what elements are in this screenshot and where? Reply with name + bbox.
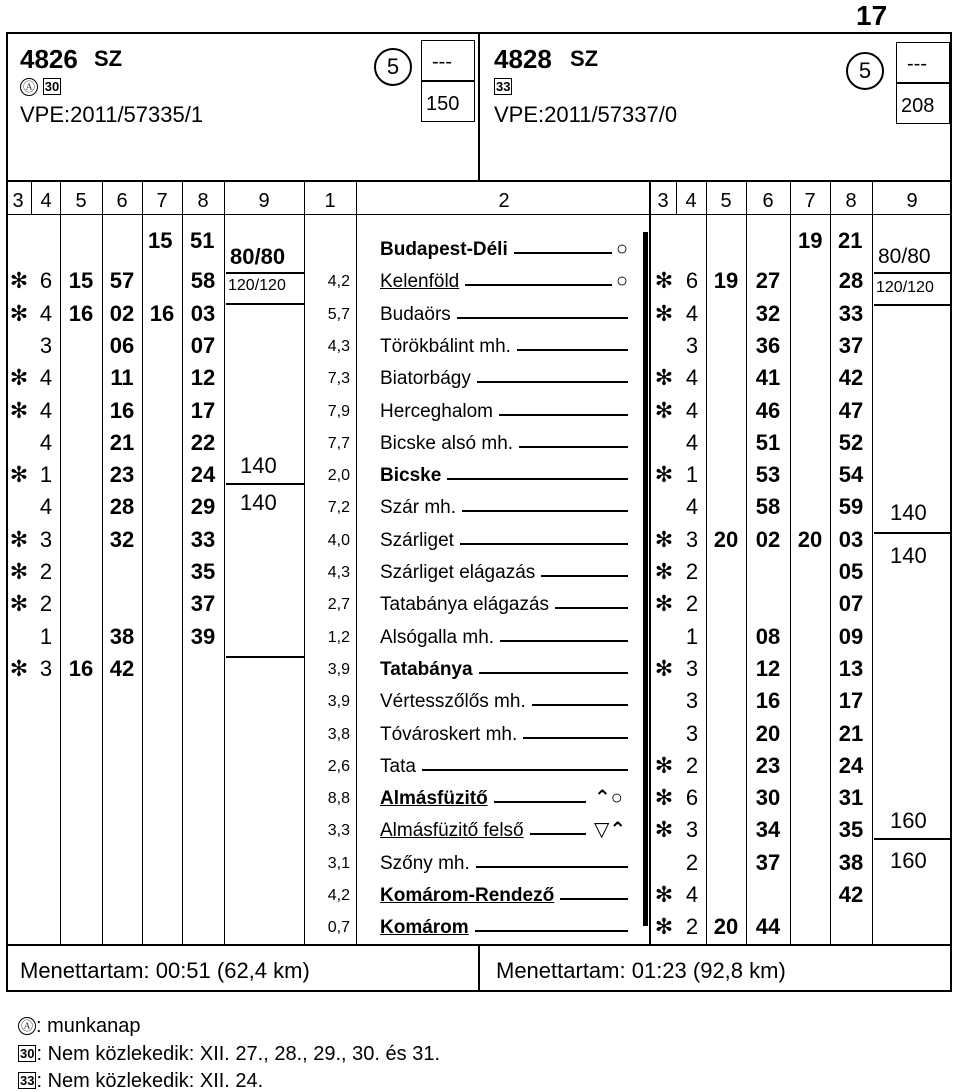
column-header: 8 xyxy=(845,190,857,212)
station-line xyxy=(530,833,586,835)
right-stop-marker: ✻ xyxy=(654,462,674,488)
right-col8: 54 xyxy=(838,462,864,488)
column-header: 8 xyxy=(197,190,209,212)
right-col6: 32 xyxy=(755,300,781,326)
right-col6: 30 xyxy=(755,785,781,811)
distance: 4,0 xyxy=(327,531,350,549)
right-col4: 2 xyxy=(685,752,699,778)
footnote-3: 33 : Nem közlekedik: XII. 24. xyxy=(20,1070,264,1092)
right-col6: 16 xyxy=(755,688,781,714)
distance: 4,3 xyxy=(327,564,350,581)
right-col4: 2 xyxy=(685,849,699,875)
left-stop-marker: ✻ xyxy=(9,559,29,584)
left-stop-marker: ✻ xyxy=(9,365,29,391)
left-col6: 11 xyxy=(110,365,134,391)
column-header: 3 xyxy=(12,190,24,212)
right-col8: 17 xyxy=(838,688,864,714)
station-name: Komárom xyxy=(380,917,469,939)
column-header: 9 xyxy=(906,190,918,212)
station-name: Vértesszőlős mh. xyxy=(380,691,526,713)
right-col6: 46 xyxy=(755,397,781,423)
left-col4: 2 xyxy=(39,591,53,617)
left-col4: 1 xyxy=(39,623,53,649)
distance: 5,7 xyxy=(327,305,350,323)
column-header: 6 xyxy=(762,190,774,212)
right-col8: 33 xyxy=(838,300,864,326)
left-col6: 16 xyxy=(109,397,135,423)
station-line xyxy=(476,866,628,868)
right-col8: 09 xyxy=(838,623,864,649)
station-name: Alsógalla mh. xyxy=(380,626,495,648)
left-train-symbols xyxy=(20,78,61,96)
column-header: 3 xyxy=(657,190,669,212)
right-col4: 4 xyxy=(685,397,699,423)
left-col4: 2 xyxy=(39,559,53,584)
left-speed-top-b: 120/120 xyxy=(228,277,286,294)
left-col4: 4 xyxy=(39,300,53,326)
right-col4: 6 xyxy=(685,785,699,811)
station-name: Tóvároskert mh. xyxy=(380,723,518,745)
left-col4: 4 xyxy=(39,494,53,520)
right-col6: 27 xyxy=(755,268,781,294)
right-stop-marker: ✻ xyxy=(654,655,674,681)
right-col4: 3 xyxy=(685,655,699,681)
station-line xyxy=(499,414,628,416)
right-stop-marker: ✻ xyxy=(654,526,674,552)
track-line xyxy=(643,232,648,926)
left-train-type: SZ xyxy=(94,46,123,71)
distance: 3,9 xyxy=(327,693,350,711)
right-col4: 4 xyxy=(685,365,699,391)
left-col8: 12 xyxy=(190,365,216,391)
distance: 1,2 xyxy=(327,628,350,646)
left-col4: 1 xyxy=(39,462,53,488)
column-header: 7 xyxy=(156,190,168,212)
right-travel-time: Menettartam: 01:23 (92,8 km) xyxy=(496,958,786,983)
right-col6: 20 xyxy=(755,720,781,746)
right-col8: 05 xyxy=(838,559,864,584)
right-col8: 37 xyxy=(838,332,864,358)
station-symbol-icon: ○ xyxy=(616,238,629,260)
station-name: Tatabánya elágazás xyxy=(380,594,550,616)
right-col8: 35 xyxy=(838,817,864,843)
station-line xyxy=(523,737,628,739)
note-30-icon: 30 xyxy=(44,79,60,94)
right-col8: 28 xyxy=(838,268,864,294)
right-stop-marker: ✻ xyxy=(654,268,674,294)
right-col6: 34 xyxy=(755,817,781,843)
right-col8: 07 xyxy=(838,591,864,617)
right-box-bottom: 208 xyxy=(901,95,935,117)
note-33-icon: 33 xyxy=(20,1073,35,1088)
column-header: 5 xyxy=(75,190,87,212)
left-col8: 22 xyxy=(190,429,216,455)
right-col5: 20 xyxy=(713,526,739,552)
station-name: Tatabánya xyxy=(380,658,473,680)
station-line xyxy=(465,284,612,286)
station-line xyxy=(555,607,628,609)
left-col6: 42 xyxy=(109,655,135,681)
station-name: Törökbálint mh. xyxy=(380,335,511,357)
left-col6: 38 xyxy=(109,623,135,649)
right-col8: 52 xyxy=(838,429,864,455)
right-train-symbols xyxy=(494,78,512,96)
left-col5: 16 xyxy=(68,655,94,681)
distance: 3,8 xyxy=(327,725,350,743)
distance: 7,7 xyxy=(327,434,350,452)
station-name: Szárliget xyxy=(380,529,454,551)
right-col4: 4 xyxy=(685,882,699,907)
right-stop-marker: ✻ xyxy=(654,914,674,940)
left-stop-marker: ✻ xyxy=(9,526,29,552)
column-header: 7 xyxy=(804,190,816,212)
column-header: 9 xyxy=(258,190,270,212)
distance: 7,3 xyxy=(327,370,350,388)
station-line xyxy=(462,510,628,512)
right-col8: 21 xyxy=(838,720,864,746)
right-col6: 08 xyxy=(755,623,781,649)
left-header-time-c8: 51 xyxy=(190,228,215,253)
right-col8: 13 xyxy=(838,655,864,681)
note-30-icon: 30 xyxy=(20,1046,35,1061)
column-header: 1 xyxy=(324,190,336,212)
left-travel-time: Menettartam: 00:51 (62,4 km) xyxy=(20,958,310,983)
right-col4: 4 xyxy=(685,494,699,520)
column-header: 2 xyxy=(498,190,510,212)
station-line xyxy=(457,317,628,319)
station-symbol-icon: ▽⌃ xyxy=(594,819,627,842)
left-col8: 58 xyxy=(190,268,216,294)
right-train-circle-badge: 5 xyxy=(846,52,884,90)
station-line xyxy=(479,672,628,674)
station-name: Szőny mh. xyxy=(380,852,470,874)
right-col4: 1 xyxy=(685,623,699,649)
station-symbol-icon: ⌃○ xyxy=(594,787,623,810)
left-col4: 3 xyxy=(39,526,53,552)
right-box-top: --- xyxy=(907,53,927,75)
distance: 0,7 xyxy=(327,919,350,937)
right-col4: 4 xyxy=(685,300,699,326)
right-col6: 12 xyxy=(755,655,781,681)
right-col6: 53 xyxy=(755,462,781,488)
distance: 2,0 xyxy=(327,467,350,485)
right-col8: 24 xyxy=(838,752,864,778)
right-col6: 44 xyxy=(755,914,781,940)
station-name: Komárom-Rendező xyxy=(380,885,555,906)
right-col4: 4 xyxy=(685,429,699,455)
station-name: Szárliget elágazás xyxy=(380,562,536,583)
left-stop-marker: ✻ xyxy=(9,300,29,326)
left-box-top: --- xyxy=(432,51,452,73)
left-header-time-c5: 15 xyxy=(148,228,173,253)
left-box-bottom: 150 xyxy=(426,93,460,115)
workday-symbol-icon: Ⓐ xyxy=(20,78,38,96)
right-col4: 2 xyxy=(685,591,699,617)
left-train-vpe: VPE:2011/57335/1 xyxy=(20,102,204,127)
right-stop-marker: ✻ xyxy=(654,397,674,423)
right-col4: 2 xyxy=(685,559,699,584)
left-col8: 07 xyxy=(190,332,216,358)
right-col7: 20 xyxy=(797,526,823,552)
column-header: 4 xyxy=(40,190,52,212)
right-stop-marker: ✻ xyxy=(654,785,674,811)
right-col8: 59 xyxy=(838,494,864,520)
right-train-vpe: VPE:2011/57337/0 xyxy=(494,102,678,127)
distance: 7,2 xyxy=(327,499,350,517)
distance: 7,9 xyxy=(327,402,350,420)
right-col6: 41 xyxy=(755,365,781,391)
left-stop-marker: ✻ xyxy=(9,591,29,617)
station-line xyxy=(517,349,628,351)
station-name: Kelenföld xyxy=(380,271,460,293)
left-col8: 37 xyxy=(190,591,216,617)
right-col4: 3 xyxy=(685,817,699,843)
station-line xyxy=(460,543,628,545)
right-stop-marker: ✻ xyxy=(654,591,674,617)
station-line xyxy=(519,446,628,448)
station-name: Bicske alsó mh. xyxy=(380,432,514,454)
right-col8: 42 xyxy=(838,365,864,391)
station-line xyxy=(541,575,628,577)
right-col6: 36 xyxy=(755,332,781,358)
column-header: 5 xyxy=(720,190,732,212)
station-line xyxy=(475,930,628,932)
left-col6: 57 xyxy=(109,268,135,294)
right-col6: 02 xyxy=(755,526,781,552)
right-col6: 37 xyxy=(755,849,781,875)
footnote-1: Ⓐ : munkanap xyxy=(18,1016,141,1036)
left-col4: 3 xyxy=(39,655,53,681)
right-col8: 38 xyxy=(838,849,864,875)
left-col4: 4 xyxy=(39,365,53,391)
station-name: Budaörs xyxy=(380,303,451,325)
station-line xyxy=(494,801,586,803)
right-col6: 58 xyxy=(755,494,781,520)
right-stop-marker: ✻ xyxy=(654,817,674,843)
left-train-number: 4826 xyxy=(20,44,78,74)
left-col6: 32 xyxy=(109,526,135,552)
distance: 4,2 xyxy=(327,273,350,291)
right-speed-low-b: 160 xyxy=(890,848,927,873)
station-line xyxy=(560,898,628,900)
left-speed-mid-a: 140 xyxy=(240,453,277,478)
distance: 3,1 xyxy=(327,854,350,872)
station-line xyxy=(477,381,628,383)
note-33-icon: 33 xyxy=(496,79,511,94)
right-train-number: 4828 xyxy=(494,44,552,74)
left-col5: 16 xyxy=(68,300,94,326)
distance: 4,2 xyxy=(327,887,350,904)
right-speed-mid-a: 140 xyxy=(890,500,927,525)
station-name: Bicske xyxy=(380,465,442,487)
distance: 3,9 xyxy=(327,660,350,678)
right-col8: 42 xyxy=(838,882,864,907)
right-col8: 47 xyxy=(838,397,864,423)
workday-symbol-icon: Ⓐ xyxy=(18,1017,36,1035)
right-speed-top-b: 120/120 xyxy=(876,279,934,296)
station-name: Almásfüzitő felső xyxy=(380,820,524,842)
right-col6: 23 xyxy=(755,752,781,778)
station-name: Tata xyxy=(380,755,416,777)
distance: 2,7 xyxy=(327,596,350,614)
station-name: Budapest-Déli xyxy=(380,239,508,260)
right-speed-top-a: 80/80 xyxy=(878,245,931,268)
right-col8: 31 xyxy=(838,785,864,811)
left-col6: 02 xyxy=(109,300,135,326)
distance: 8,8 xyxy=(327,790,350,808)
distance: 2,6 xyxy=(327,757,350,775)
right-stop-marker: ✻ xyxy=(654,559,674,584)
right-col5: 20 xyxy=(713,914,739,940)
left-col4: 4 xyxy=(39,397,53,423)
left-stop-marker: ✻ xyxy=(9,268,29,294)
left-stop-marker: ✻ xyxy=(9,397,29,423)
left-col4: 3 xyxy=(39,332,53,358)
left-col6: 06 xyxy=(109,332,135,358)
left-col4: 6 xyxy=(39,268,53,294)
station-line xyxy=(532,704,628,706)
left-col8: 29 xyxy=(190,494,216,520)
right-header-time-c7: 19 xyxy=(798,228,823,253)
right-col4: 3 xyxy=(685,332,699,358)
left-col8: 17 xyxy=(190,397,216,423)
column-header: 4 xyxy=(685,190,697,212)
left-col4: 4 xyxy=(39,429,53,455)
left-col8: 35 xyxy=(190,559,216,584)
station-line xyxy=(514,252,612,254)
right-train-type: SZ xyxy=(570,46,599,71)
right-col4: 1 xyxy=(685,462,699,488)
left-col8: 33 xyxy=(190,526,216,552)
station-line xyxy=(422,769,628,771)
right-col4: 3 xyxy=(685,526,699,552)
right-col8: 03 xyxy=(838,526,864,552)
left-train-circle-badge: 5 xyxy=(374,48,412,86)
right-stop-marker: ✻ xyxy=(654,300,674,326)
left-stop-marker: ✻ xyxy=(9,655,29,681)
right-header-time-c8: 21 xyxy=(838,228,863,253)
right-col4: 2 xyxy=(685,914,699,940)
left-speed-top-a: 80/80 xyxy=(230,244,286,269)
station-name: Biatorbágy xyxy=(380,368,471,390)
distance: 4,3 xyxy=(327,337,350,355)
station-line xyxy=(500,640,628,642)
left-speed-mid-b: 140 xyxy=(240,490,277,515)
left-col6: 23 xyxy=(109,462,135,488)
right-speed-mid-b: 140 xyxy=(890,543,927,568)
left-col8: 24 xyxy=(190,462,216,488)
right-col4: 3 xyxy=(685,688,699,714)
right-stop-marker: ✻ xyxy=(654,365,674,391)
left-col8: 03 xyxy=(190,300,216,326)
distance: 3,3 xyxy=(327,822,350,840)
station-name: Szár mh. xyxy=(380,497,457,519)
left-col6: 21 xyxy=(109,429,135,455)
left-col7: 16 xyxy=(149,300,175,326)
station-symbol-icon: ○ xyxy=(616,270,629,293)
right-stop-marker: ✻ xyxy=(654,882,674,907)
station-line xyxy=(447,478,628,480)
right-speed-low-a: 160 xyxy=(890,808,927,833)
left-col5: 15 xyxy=(68,268,94,294)
left-col8: 39 xyxy=(190,623,216,649)
left-stop-marker: ✻ xyxy=(9,462,29,488)
station-name: Herceghalom xyxy=(380,400,493,422)
right-col5: 19 xyxy=(713,268,739,294)
right-col4: 6 xyxy=(685,268,699,294)
right-col6: 51 xyxy=(755,429,781,455)
right-stop-marker: ✻ xyxy=(654,752,674,778)
left-col6: 28 xyxy=(109,494,135,520)
column-header: 6 xyxy=(116,190,128,212)
right-col4: 3 xyxy=(685,720,699,746)
page-number: 17 xyxy=(856,0,888,31)
station-name: Almásfüzitő xyxy=(380,788,488,810)
footnote-2: 30 : Nem közlekedik: XII. 27., 28., 29., 30. és 31. xyxy=(20,1043,441,1065)
